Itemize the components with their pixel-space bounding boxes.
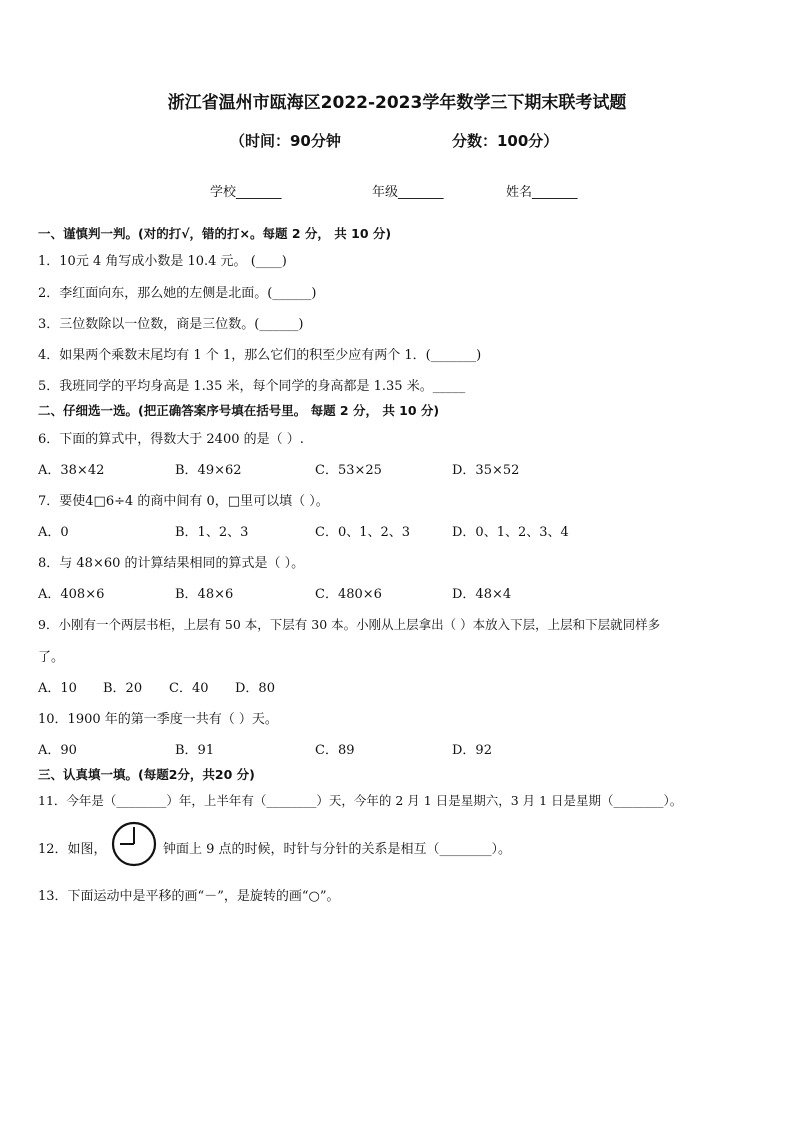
- exam-time: （时间：90分钟: [230, 132, 341, 150]
- q10-option-b: B．91: [175, 743, 215, 758]
- question-13: 13．下面运动中是平移的画“－”，是旋转的画“○”。: [38, 889, 340, 904]
- question-2: 2．李红面向东，那么她的左侧是北面。(______): [38, 286, 317, 301]
- question-8: 8．与 48×60 的计算结果相同的算式是（ ）。: [38, 556, 305, 571]
- q8-option-c: C．480×6: [315, 587, 382, 602]
- question-6: 6．下面的算式中，得数大于 2400 的是（ ）.: [38, 432, 304, 447]
- exam-score: 分数：100分）: [452, 132, 559, 150]
- page-title: 浙江省温州市瓯海区2022-2023学年数学三下期末联考试题: [167, 93, 627, 113]
- question-12: 钟面上 9 点的时候，时针与分针的关系是相互（________）。: [163, 842, 512, 857]
- q8-option-d: D．48×4: [452, 587, 512, 602]
- question-1: 1．10元 4 角写成小数是 10.4 元。 (____): [38, 254, 287, 269]
- question-7: 7．要使4□6÷4 的商中间有 0，□里可以填（ ）。: [38, 494, 329, 509]
- q7-option-b: B．1、2、3: [175, 525, 249, 540]
- q6-option-c: C．53×25: [315, 463, 382, 478]
- q10-option-a: A．90: [38, 743, 77, 758]
- question-11: 11．今年是（________）年，上半年有（________）天，今年的 2 月 1 日是星期六，3 月 1 日是星期（________）。: [38, 793, 683, 808]
- q9-option-a: A．10: [38, 681, 77, 696]
- q6-option-a: A．38×42: [38, 463, 105, 478]
- question-9-line-2: 了。: [38, 650, 65, 665]
- question-9-line-1: 9．小刚有一个两层书柜，上层有 50 本，下层有 30 本。小刚从上层拿出（ ）本放入下层，上层和下层就同样多: [38, 617, 661, 632]
- q7-option-a: A．0: [38, 525, 69, 540]
- section-heading-fill: 三、认真填一填。(每题2分，共20 分): [38, 767, 255, 782]
- section-heading-choice: 二、仔细选一选。(把正确答案序号填在括号里。 每题 2 分， 共 10 分): [38, 403, 440, 418]
- question-4: 4．如果两个乘数末尾均有 1 个 1，那么它们的积至少应有两个 1．(_______): [38, 348, 482, 363]
- q10-option-d: D．92: [452, 743, 492, 758]
- name-field: 姓名_______: [506, 185, 578, 200]
- grade-field: 年级_______: [372, 185, 444, 200]
- q7-option-d: D．0、1、2、3、4: [452, 525, 569, 540]
- school-field: 学校_______: [210, 185, 282, 200]
- q7-option-c: C．0、1、2、3: [315, 525, 411, 540]
- question-12-prefix: 12．如图，: [38, 842, 107, 857]
- section-heading-judge: 一、谨慎判一判。(对的打√，错的打×。每题 2 分， 共 10 分): [38, 226, 392, 241]
- q9-option-d: D．80: [235, 681, 275, 696]
- q8-option-a: A．408×6: [38, 587, 105, 602]
- question-10: 10．1900 年的第一季度一共有（ ）天。: [38, 712, 278, 727]
- q10-option-c: C．89: [315, 743, 355, 758]
- q9-option-b: B．20: [103, 681, 143, 696]
- q8-option-b: B．48×6: [175, 587, 234, 602]
- clock-face-icon: [111, 821, 157, 867]
- question-5: 5．我班同学的平均身高是 1.35 米，每个同学的身高都是 1.35 米。_____: [38, 379, 466, 394]
- q9-option-c: C．40: [169, 681, 209, 696]
- q6-option-b: B．49×62: [175, 463, 242, 478]
- q6-option-d: D．35×52: [452, 463, 520, 478]
- question-3: 3．三位数除以一位数，商是三位数。(______): [38, 317, 304, 332]
